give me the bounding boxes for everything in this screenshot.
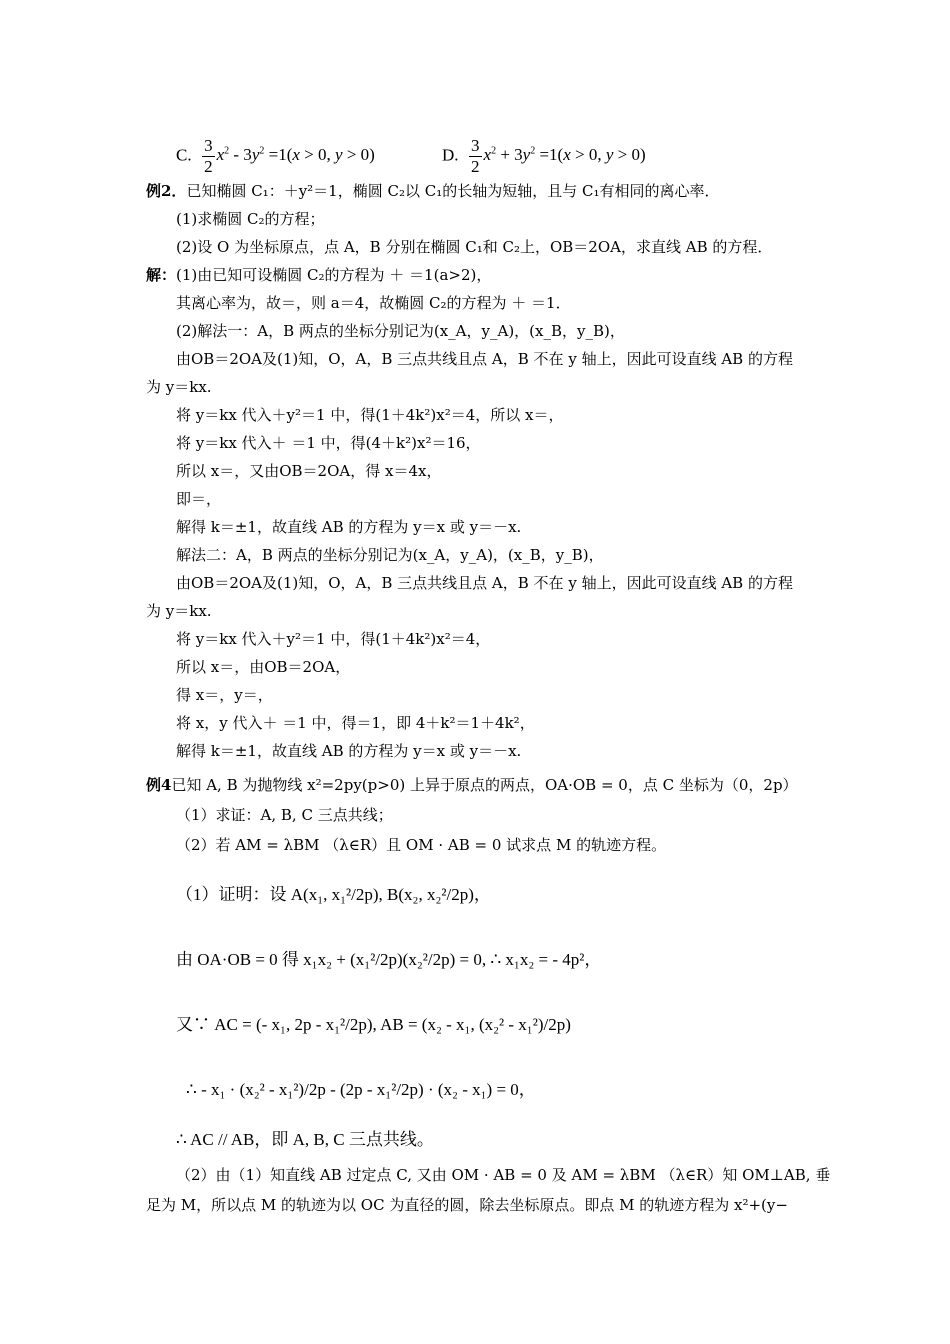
- solution-line-3: 由OB＝2OA及(1)知，O，A，B 三点共线且点 A，B 不在 y 轴上，因此可设直线 AB 的方程: [176, 350, 793, 368]
- solution-line-5: 将 y＝kx 代入＋y²＝1 中，得(1＋4k²)x²＝4，所以 x＝，: [176, 406, 564, 424]
- solution-line-14: 所以 x＝，由OB＝2OA，: [176, 658, 351, 676]
- proof-line-2: 又∵ AC = (- x₁, 2p - x₁²/2p), AB = (x₂ - x₁, (x₂² - x₁²)/2p): [176, 1015, 571, 1034]
- solution-line-11: 由OB＝2OA及(1)知，O，A，B 三点共线且点 A，B 不在 y 轴上，因此可设直线 AB 的方程: [176, 574, 793, 592]
- solution-line-2: (2)解法一：A，B 两点的坐标分别记为(x_A，y_A)，(x_B，y_B)，: [176, 322, 625, 340]
- solution-line-10: 解法二：A，B 两点的坐标分别记为(x_A，y_A)，(x_B，y_B)，: [176, 546, 604, 564]
- proof-line-1: 由 OA·OB = 0 得 x₁x₂ + (x₁²/2p)(x₂²/2p) = 0, ∴ x₁x₂ = - 4p²，: [176, 950, 602, 969]
- example4-title: 例4: [146, 776, 172, 794]
- option-d: D. $\frac{3}{2}$ $x^2 + 3y^2 =1(x > 0$, y > 0): [442, 136, 646, 176]
- proof-line-4: ∴ AC // AB，即 A, B, C 三点共线。: [176, 1130, 434, 1149]
- proof-line-3: ∴ - x₁ · (x₂² - x₁²)/2p - (2p - x₁²/2p) · (x₂ - x₁) = 0，: [186, 1080, 536, 1099]
- solution-line-8: 即＝，: [176, 490, 222, 508]
- solution-line-0: 解：(1)由已知可设椭圆 C₂的方程为 ＋ ＝1(a>2)，: [146, 266, 492, 284]
- solution-line-12: 为 y＝kx.: [146, 602, 212, 620]
- proof-line-6: 足为 M，所以点 M 的轨迹为以 OC 为直径的圆，除去坐标原点。即点 M 的轨迹方程为 x²+(y−: [146, 1196, 788, 1214]
- example2-statement: 例2．已知椭圆 C₁：＋y²＝1，椭圆 C₂以 C₁的长轴为短轴，且与 C₁有相同的离心率．: [146, 182, 720, 200]
- solution-line-13: 将 y＝kx 代入＋y²＝1 中，得(1＋4k²)x²＝4，: [176, 630, 491, 648]
- example2-q1: (1)求椭圆 C₂的方程；: [176, 210, 325, 228]
- proof-line-0: （1）证明：设 A(x₁, x₁²/2p), B(x₂, x₂²/2p)，: [176, 885, 491, 904]
- solution-line-7: 所以 x＝，又由OB＝2OA，得 x＝4x，: [176, 462, 442, 480]
- solution-line-16: 将 x，y 代入＋ ＝1 中，得＝1，即 4＋k²＝1＋4k²，: [176, 714, 535, 732]
- example4-q2: （2）若 AM = λBM （λ∈R）且 OM · AB = 0 试求点 M 的轨迹方程。: [176, 836, 667, 854]
- solution-line-6: 将 y＝kx 代入＋ ＝1 中，得(4＋k²)x²＝16，: [176, 434, 481, 452]
- example4-statement: 例4已知 A, B 为抛物线 x²=2py(p>0) 上异于原点的两点，OA·OB = 0，点 C 坐标为（0，2p）: [146, 776, 798, 794]
- example2-title: 例2．: [146, 182, 187, 200]
- solution-line-4: 为 y＝kx.: [146, 378, 212, 396]
- option-c: C. $\frac{3}{2}$ $x^2 - 3y^2 =1(x > 0$, y > 0): [176, 136, 375, 176]
- solution-label: 解：: [146, 266, 177, 284]
- proof-line-5: （2）由（1）知直线 AB 过定点 C, 又由 OM · AB = 0 及 AM = λBM （λ∈R）知 OM⊥AB, 垂: [176, 1166, 831, 1184]
- example4-q1: （1）求证：A, B, C 三点共线；: [176, 806, 393, 824]
- solution-line-17: 解得 k＝±1，故直线 AB 的方程为 y＝x 或 y＝－x.: [176, 742, 522, 760]
- solution-line-1: 其离心率为，故＝，则 a＝4，故椭圆 C₂的方程为 ＋ ＝1．: [176, 294, 571, 312]
- solution-line-9: 解得 k＝±1，故直线 AB 的方程为 y＝x 或 y＝－x.: [176, 518, 522, 536]
- example2-q2: (2)设 O 为坐标原点，点 A，B 分别在椭圆 C₁和 C₂上，OB＝2OA，求直线 AB 的方程．: [176, 238, 773, 256]
- solution-line-15: 得 x＝，y＝，: [176, 686, 273, 704]
